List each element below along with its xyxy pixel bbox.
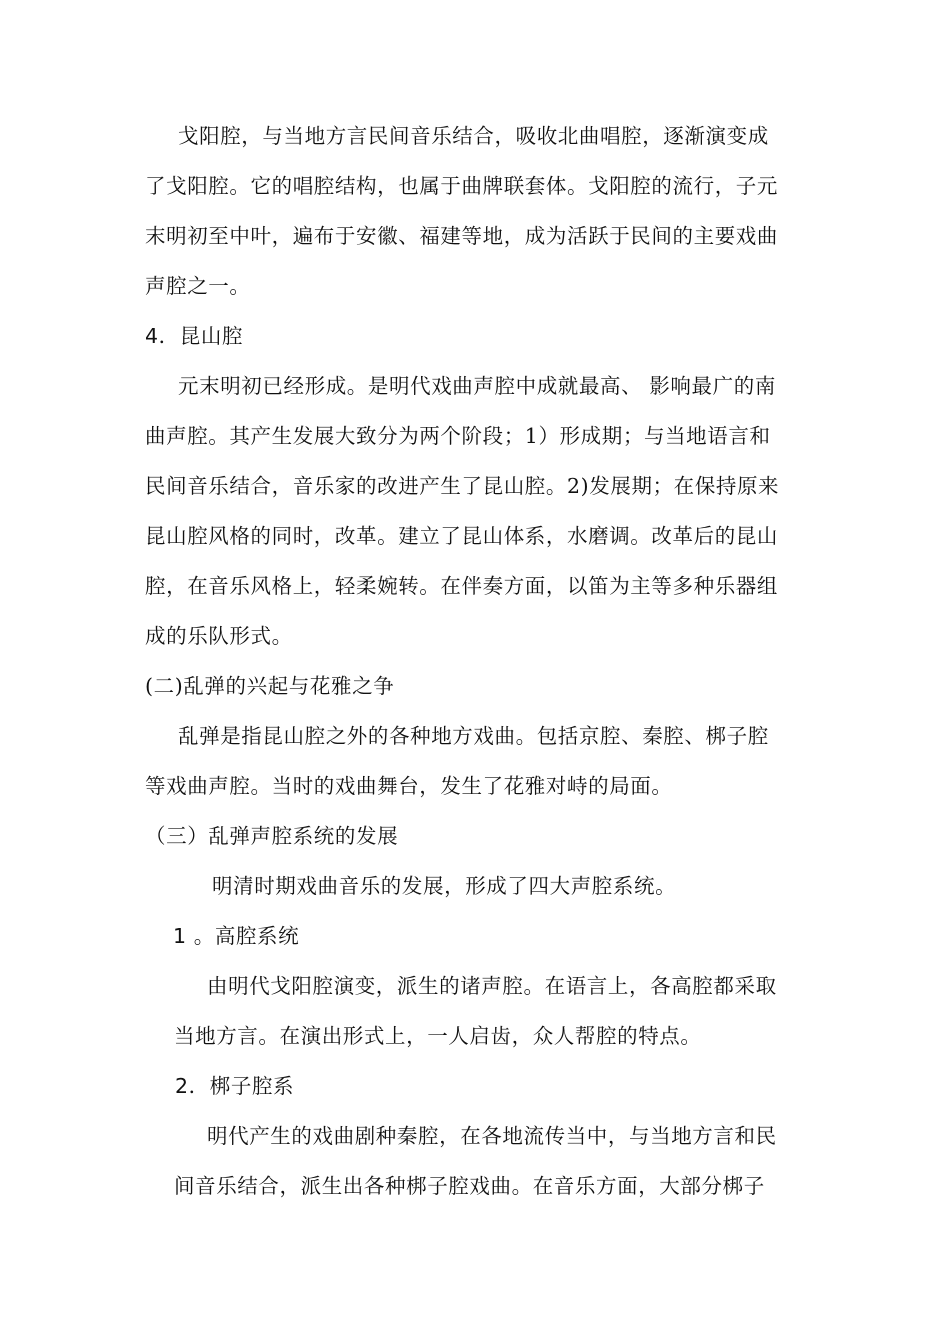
paragraph-line: 明清时期戏曲音乐的发展，形成了四大声腔系统。 [212,874,677,898]
paragraph-line: 等戏曲声腔。当时的戏曲舞台，发生了花雅对峙的局面。 [145,774,673,798]
paragraph-line: 腔，在音乐风格上，轻柔婉转。在伴奏方面，以笛为主等多种乐器组 [145,574,778,598]
paragraph-line: 昆山腔风格的同时，改革。建立了昆山体系，水磨调。改革后的昆山 [145,524,778,548]
paragraph-line: 戈阳腔，与当地方言民间音乐结合，吸收北曲唱腔，逐渐演变成 [178,124,769,148]
paragraph-line: 由明代戈阳腔演变，派生的诸声腔。在语言上，各高腔都采取 [207,974,777,998]
paragraph-line: 乱弹是指昆山腔之外的各种地方戏曲。包括京腔、秦腔、梆子腔 [178,724,769,748]
paragraph-line: 曲声腔。其产生发展大致分为两个阶段；1）形成期；与当地语言和 [145,424,771,448]
section-heading: 1 。高腔系统 [173,924,300,948]
section-heading: （三）乱弹声腔系统的发展 [145,824,399,848]
section-heading: 2．梆子腔系 [175,1074,295,1098]
paragraph-line: 当地方言。在演出形式上，一人启齿，众人帮腔的特点。 [174,1024,702,1048]
paragraph-line: 声腔之一。 [145,274,251,298]
paragraph-line: 了戈阳腔。它的唱腔结构，也属于曲牌联套体。戈阳腔的流行，子元 [145,174,778,198]
paragraph-line: 成的乐队形式。 [145,624,293,648]
paragraph-line: 元末明初已经形成。是明代戏曲声腔中成就最高、 影响最广的南 [178,374,776,398]
paragraph-line: 末明初至中叶，遍布于安徽、福建等地，成为活跃于民间的主要戏曲 [145,224,778,248]
paragraph-line: 间音乐结合，派生出各种梆子腔戏曲。在音乐方面，大部分梆子 [174,1174,765,1198]
paragraph-line: 民间音乐结合，音乐家的改进产生了昆山腔。2)发展期；在保持原来 [145,474,780,498]
paragraph-line: 明代产生的戏曲剧种秦腔，在各地流传当中，与当地方言和民 [207,1124,777,1148]
section-heading: (二)乱弹的兴起与花雅之争 [145,674,395,698]
section-heading: 4．昆山腔 [145,324,244,348]
